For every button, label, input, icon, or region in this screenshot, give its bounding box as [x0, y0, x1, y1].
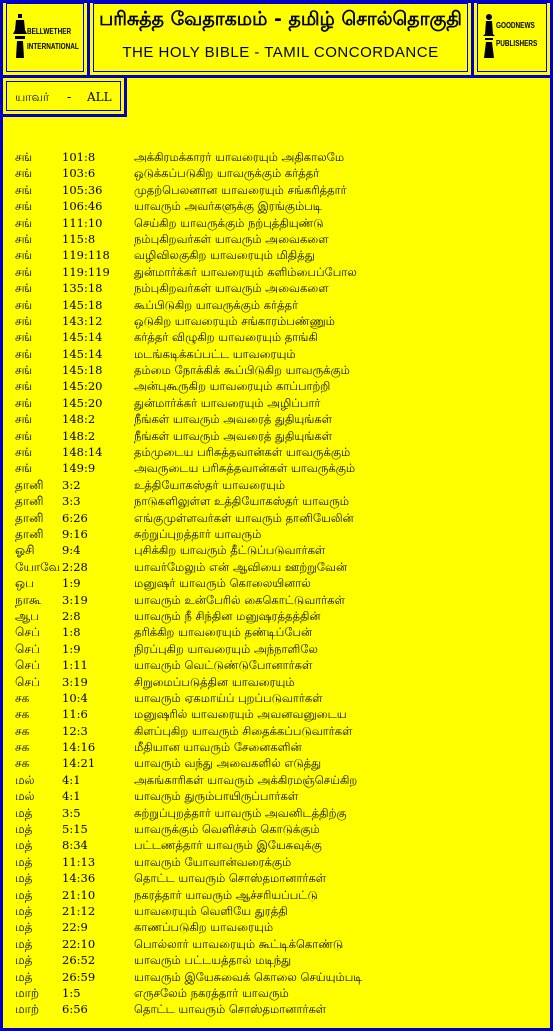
verse-text: அன்புகூருகிற யாவரையும் காப்பாற்றி [134, 379, 331, 394]
list-item [0, 247, 553, 263]
book-abbrev: மத் [15, 887, 33, 902]
book-abbrev: மத் [15, 969, 33, 984]
book-abbrev: சங் [15, 313, 33, 328]
book-abbrev: சங் [15, 182, 33, 197]
book-abbrev: மத் [15, 920, 33, 935]
book-abbrev: யோவே [15, 559, 61, 574]
verse-ref: 1:9 [62, 641, 81, 656]
verse-ref: 143:12 [62, 313, 103, 328]
verse-ref: 115:8 [62, 231, 96, 246]
verse-text: பொல்லார் யாவரையும் கூட்டிக்கொண்டு [134, 936, 344, 951]
book-abbrev: மாற் [15, 1002, 40, 1017]
list-item [0, 985, 553, 1001]
verse-ref: 3:2 [62, 477, 81, 492]
list-item [0, 378, 553, 394]
verse-text: சுற்றுப்புறத்தார் யாவரும் [134, 526, 262, 541]
verse-text: யாவரையும் வெளியே துரத்தி [134, 903, 288, 918]
verse-ref: 135:18 [62, 281, 103, 296]
title-box [90, 0, 474, 78]
verse-ref: 26:52 [62, 953, 96, 968]
list-item [0, 919, 553, 935]
verse-text: மனுஷரில் யாவரையும் அவனவனுடைய [134, 707, 347, 722]
verse-text: யாவரும் நீ சிந்தின மனுஷரத்தத்தின் [134, 608, 321, 623]
book-abbrev: மத் [15, 822, 33, 837]
verse-text: தொட்ட யாவரும் சொஸ்தமானார்கள் [134, 871, 327, 886]
book-abbrev: தானி [15, 477, 44, 492]
verse-text: ஒடுக்கப்படுகிற யாவருக்கும் கர்த்தர் [134, 166, 320, 181]
book-abbrev: செப் [15, 674, 40, 689]
verse-ref: 148:2 [62, 412, 96, 427]
list-item [0, 165, 553, 181]
verse-ref: 5:15 [62, 822, 88, 837]
verse-ref: 10:4 [62, 690, 88, 705]
verse-ref: 2:28 [62, 559, 88, 574]
book-abbrev: சக [15, 756, 30, 771]
search-scope: ALL [87, 90, 112, 104]
list-item [0, 428, 553, 444]
list-item [0, 608, 553, 624]
verse-ref: 22:10 [62, 936, 96, 951]
book-abbrev: மத் [15, 805, 33, 820]
verse-ref: 105:36 [62, 182, 103, 197]
list-item [0, 690, 553, 706]
verse-text: சிறுமைப்படுத்தின யாவரையும் [134, 674, 295, 689]
verse-ref: 1:9 [62, 576, 81, 591]
list-item [0, 526, 553, 542]
verse-text: நம்புகிறவர்கள் யாவரும் அவைகளை [134, 231, 329, 246]
verse-text: அகங்காரிகள் யாவரும் அக்கிரமஞ்செய்கிற [134, 772, 358, 787]
book-abbrev: சக [15, 740, 30, 755]
title-tamil: பரிசுத்த வேதாகமம் - தமிழ் சொல்தொகுதி [99, 8, 462, 30]
verse-ref: 1:11 [62, 658, 88, 673]
verse-ref: 145:20 [62, 395, 103, 410]
verse-ref: 103:6 [62, 166, 96, 181]
list-item [0, 739, 553, 755]
book-abbrev: மல் [15, 789, 35, 804]
verse-ref: 3:19 [62, 674, 88, 689]
book-abbrev: மத் [15, 903, 33, 918]
book-abbrev: சங் [15, 445, 33, 460]
book-abbrev: நாகூ [15, 592, 42, 607]
list-item [0, 723, 553, 739]
verse-ref: 145:18 [62, 363, 103, 378]
verse-ref: 145:18 [62, 297, 103, 312]
verse-text: யாவரும் வெட்டுண்டுபோனார்கள் [134, 658, 313, 673]
verse-text: யாவரும் வந்து அவைகளில் எடுத்து [134, 756, 322, 771]
verse-ref: 22:9 [62, 920, 88, 935]
verse-ref: 2:8 [62, 608, 81, 623]
verse-ref: 111:10 [62, 215, 103, 230]
list-item [0, 772, 553, 788]
verse-text: பட்டணத்தார் யாவரும் இயேசுவுக்கு [134, 838, 322, 853]
right-logo-line2: PUBLISHERS [496, 39, 538, 48]
list-item [0, 329, 553, 345]
goodnews-logo-box [474, 0, 550, 78]
list-item [0, 887, 553, 903]
list-item [0, 969, 553, 985]
book-abbrev: செப் [15, 625, 40, 640]
verse-ref: 148:14 [62, 445, 103, 460]
list-item [0, 149, 553, 165]
search-term-box [3, 78, 127, 117]
verse-ref: 145:14 [62, 346, 103, 361]
verse-text: யாவரும் உன்பேரில் கைகொட்டுவார்கள் [134, 592, 345, 607]
list-item [0, 1001, 553, 1017]
verse-ref: 101:8 [62, 150, 96, 164]
list-item [0, 837, 553, 853]
book-abbrev: மத் [15, 936, 33, 951]
list-item [0, 559, 553, 575]
verse-ref: 149:9 [62, 461, 96, 476]
verse-text: அக்கிரமக்காரர் யாவரையும் அதிகாலமே [134, 150, 345, 164]
verse-text: மனுஷர் யாவரும் கொலையினால் [134, 576, 311, 591]
list-item [0, 641, 553, 657]
book-abbrev: தானி [15, 526, 44, 541]
verse-ref: 11:6 [62, 707, 88, 722]
book-abbrev: சக [15, 723, 30, 738]
book-abbrev: மத் [15, 871, 33, 886]
verse-text: முதற்பெலனான யாவரையும் சங்கரித்தார் [134, 182, 347, 197]
verse-ref: 8:34 [62, 838, 88, 853]
list-item [0, 805, 553, 821]
book-abbrev: மல் [15, 772, 35, 787]
verse-text: தம்மை நோக்கிக் கூப்பிடுகிற யாவருக்கும் [134, 363, 350, 378]
list-item [0, 870, 553, 886]
verse-ref: 119:118 [62, 248, 110, 263]
verse-ref: 14:16 [62, 740, 96, 755]
list-item [0, 362, 553, 378]
verse-ref: 145:20 [62, 379, 103, 394]
list-item [0, 592, 553, 608]
search-separator: - [67, 90, 72, 104]
book-abbrev: சங் [15, 379, 33, 394]
book-abbrev: சங் [15, 412, 33, 427]
verse-ref: 12:3 [62, 723, 88, 738]
book-abbrev: ஒப [15, 576, 34, 591]
list-item [0, 575, 553, 591]
book-abbrev: சங் [15, 461, 33, 476]
list-item [0, 854, 553, 870]
search-term: யாவர் [15, 90, 50, 104]
bell-icon [13, 14, 27, 58]
verse-text: யாவர்மேலும் என் ஆவியை ஊற்றுவேன் [134, 559, 348, 574]
list-item [0, 411, 553, 427]
list-item [0, 477, 553, 493]
verse-ref: 26:59 [62, 969, 96, 984]
book-abbrev: சங் [15, 297, 33, 312]
verse-ref: 21:12 [62, 903, 96, 918]
list-item [0, 706, 553, 722]
concordance-list [0, 149, 553, 1018]
list-item [0, 215, 553, 231]
verse-text: கிளப்புகிற யாவரும் சிதைக்கப்படுவார்கள் [134, 723, 353, 738]
list-item [0, 264, 553, 280]
verse-ref: 6:56 [62, 1002, 88, 1017]
list-item [0, 542, 553, 558]
verse-text: அவருடைய பரிசுத்தவான்கள் யாவருக்கும் [134, 461, 356, 476]
list-item [0, 624, 553, 640]
book-abbrev: செப் [15, 641, 40, 656]
list-item [0, 952, 553, 968]
verse-ref: 3:3 [62, 494, 81, 509]
verse-ref: 148:2 [62, 428, 96, 443]
verse-text: உத்தியோகஸ்தர் யாவரையும் [134, 477, 286, 492]
right-logo-line1: GOODNEWS [496, 21, 535, 30]
list-item [0, 788, 553, 804]
book-abbrev: சங் [15, 330, 33, 345]
list-item [0, 460, 553, 476]
verse-text: துன்மார்க்கர் யாவரையும் அழிப்பார் [134, 395, 321, 410]
verse-ref: 9:4 [62, 543, 81, 558]
book-abbrev: மத் [15, 854, 33, 869]
verse-text: யாவரும் ஏகமாய்ப் புறப்படுவார்கள் [134, 690, 323, 705]
bellwether-logo-box [3, 0, 90, 78]
verse-ref: 1:5 [62, 985, 81, 1000]
verse-ref: 1:8 [62, 625, 81, 640]
list-item [0, 297, 553, 313]
verse-text: யாவரும் பட்டயத்தால் மடிந்து [134, 953, 292, 968]
list-item [0, 493, 553, 509]
verse-text: எருசலேம் நகரத்தார் யாவரும் [134, 985, 289, 1000]
list-item [0, 346, 553, 362]
verse-text: நீங்கள் யாவரும் அவரைத் துதியுங்கள் [134, 428, 333, 443]
verse-text: கூப்பிடுகிற யாவருக்கும் கர்த்தர் [134, 297, 299, 312]
list-item [0, 936, 553, 952]
verse-ref: 3:5 [62, 805, 81, 820]
book-abbrev: சங் [15, 231, 33, 246]
book-abbrev: சக [15, 707, 30, 722]
verse-text: கர்த்தர் விழுகிற யாவரையும் தாங்கி [134, 330, 318, 345]
verse-ref: 3:19 [62, 592, 88, 607]
book-abbrev: சங் [15, 363, 33, 378]
list-item [0, 510, 553, 526]
book-abbrev: மாற் [15, 985, 40, 1000]
verse-text: நாடுகளிலுள்ள உத்தியோகஸ்தர் யாவரும் [134, 494, 350, 509]
book-abbrev: தானி [15, 494, 44, 509]
book-abbrev: மத் [15, 953, 33, 968]
verse-ref: 21:10 [62, 887, 96, 902]
book-abbrev: சங் [15, 248, 33, 263]
list-item [0, 657, 553, 673]
list-item [0, 313, 553, 329]
list-item [0, 280, 553, 296]
list-item [0, 444, 553, 460]
list-item [0, 182, 553, 198]
left-logo-line1: BELLWETHER [27, 27, 72, 36]
book-abbrev: தானி [15, 510, 44, 525]
book-abbrev: சங் [15, 166, 33, 181]
book-abbrev: ஓசி [15, 543, 35, 558]
verse-text: தரிக்கிற யாவரையும் தண்டிப்பேன் [134, 625, 313, 640]
verse-text: நிரப்புகிற யாவரையும் அந்நாளிலே [134, 641, 318, 656]
list-item [0, 755, 553, 771]
verse-text: மடங்கடிக்கப்பட்ட யாவரையும் [134, 346, 296, 361]
verse-text: நீங்கள் யாவரும் அவரைத் துதியுங்கள் [134, 412, 333, 427]
verse-ref: 9:16 [62, 526, 88, 541]
verse-ref: 14:21 [62, 756, 96, 771]
verse-ref: 145:14 [62, 330, 103, 345]
verse-text: யாவரும் இயேசுவைக் கொலை செய்யும்படி [134, 969, 363, 984]
book-abbrev: சங் [15, 395, 33, 410]
title-english: THE HOLY BIBLE - TAMIL CONCORDANCE [122, 44, 439, 61]
verse-text: நம்புகிறவர்கள் யாவரும் அவைகளை [134, 281, 329, 296]
verse-ref: 4:1 [62, 789, 81, 804]
list-item [0, 674, 553, 690]
book-abbrev: சக [15, 690, 30, 705]
left-logo-line2: INTERNATIONAL [27, 42, 79, 51]
book-abbrev: சங் [15, 215, 33, 230]
verse-text: வழிவிலகுகிற யாவரையும் மிதித்து [134, 248, 315, 263]
verse-ref: 106:46 [62, 199, 103, 214]
list-item [0, 198, 553, 214]
verse-text: நகரத்தார் யாவரும் ஆச்சரியப்பட்டு [134, 887, 318, 902]
verse-text: புசிக்கிற யாவரும் தீட்டுப்படுவார்கள் [134, 543, 326, 558]
book-abbrev: மத் [15, 838, 33, 853]
verse-text: எங்குமுள்ளவர்கள் யாவரும் தானியேலின் [134, 510, 354, 525]
verse-ref: 11:13 [62, 854, 96, 869]
figure-icon [483, 14, 495, 58]
book-abbrev: சங் [15, 281, 33, 296]
verse-text: தம்முடைய பரிசுத்தவான்கள் யாவருக்கும் [134, 445, 351, 460]
list-item [0, 903, 553, 919]
book-abbrev: சங் [15, 264, 33, 279]
verse-text: துன்மார்க்கர் யாவரையும் களிம்பைப்போல [134, 264, 357, 279]
verse-text: தொட்ட யாவரும் சொஸ்தமானார்கள் [134, 1002, 327, 1017]
verse-text: மீதியான யாவரும் சேனைகளின் [134, 740, 302, 755]
book-abbrev: சங் [15, 199, 33, 214]
verse-text: சுற்றுப்புறத்தார் யாவரும் அவனிடத்திற்கு [134, 805, 347, 820]
verse-text: ஒடுகிற யாவரையும் சங்காரம்பண்ணும் [134, 313, 335, 328]
book-abbrev: சங் [15, 428, 33, 443]
verse-ref: 6:26 [62, 510, 88, 525]
list-item [0, 395, 553, 411]
verse-text: செய்கிற யாவருக்கும் நற்புத்தியுண்டு [134, 215, 324, 230]
book-abbrev: சங் [15, 150, 33, 164]
verse-text: யாவரும் துரும்பாயிருப்பார்கள் [134, 789, 299, 804]
book-abbrev: ஆப [15, 608, 40, 623]
list-item [0, 231, 553, 247]
book-abbrev: செப் [15, 658, 40, 673]
book-abbrev: சங் [15, 346, 33, 361]
verse-text: யாவரும் அவர்களுக்கு இரங்கும்படி [134, 199, 322, 214]
verse-ref: 14:36 [62, 871, 96, 886]
verse-text: யாவரும் யோவான்வரைக்கும் [134, 854, 292, 869]
verse-text: யாவருக்கும் வெளிச்சம் கொடுக்கும் [134, 822, 320, 837]
list-item [0, 821, 553, 837]
verse-ref: 119:119 [62, 264, 110, 279]
verse-text: காணப்படுகிற யாவரையும் [134, 920, 274, 935]
verse-ref: 4:1 [62, 772, 81, 787]
